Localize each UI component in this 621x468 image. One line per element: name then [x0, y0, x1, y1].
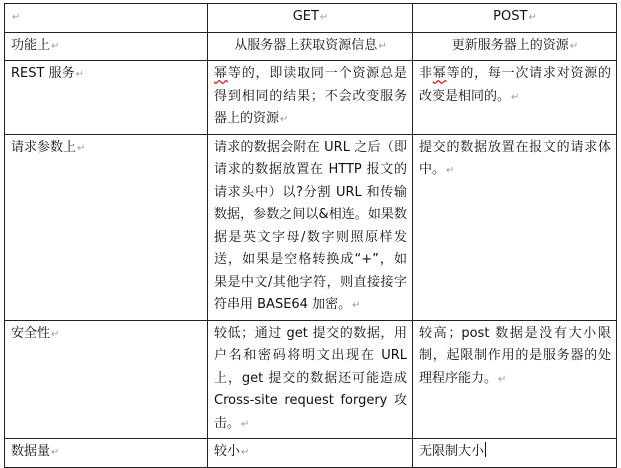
cell-get: 请求的数据会附在 URL 之后（即请求的数据放置在 HTTP 报文的请求头中）以?分割 URL 和传输数据，参数之间以&相连。如果数据是英文字母/数字则照原样发送，如果是空格转换成“+”，如果是中文/其他字符，则直接接字符串用 BASE64 加密。↵ — [208, 134, 413, 320]
table-row-rest — [5, 61, 617, 135]
cell-get: 较低；通过 get 提交的数据，用户名和密码将明文出现在 URL 上，get 提交的数据还可能造成 Cross-site request forgery 攻击。↵ — [208, 320, 413, 439]
header-cell-post: POST↵ — [413, 4, 617, 33]
cell-post: 较高；post 数据是没有大小限制，起限制作用的是服务器的处理程序能力。↵ — [413, 320, 617, 439]
row-label: 请求参数上↵ — [5, 134, 208, 320]
header-cell-get: GET↵ — [208, 4, 413, 33]
paragraph-mark: ↵ — [528, 12, 537, 23]
cell-post[interactable]: 无限制大小 — [413, 439, 617, 468]
row-label: REST 服务↵ — [5, 61, 208, 135]
paragraph-mark: ↵ — [319, 12, 329, 23]
header-row — [5, 4, 617, 33]
spellcheck-flagged-word: 幂 — [432, 66, 447, 81]
table-row-security — [5, 320, 617, 439]
cell-post: 提交的数据放置在报文的请求体中。↵ — [413, 134, 617, 320]
paragraph-mark: ↵ — [511, 91, 520, 103]
paragraph-mark: ↵ — [75, 69, 84, 80]
paragraph-mark: ↵ — [378, 40, 387, 52]
text-cursor — [485, 442, 486, 457]
paragraph-mark: ↵ — [446, 165, 455, 176]
table-row-data-size — [5, 439, 617, 468]
cell-get: 从服务器上获取资源信息↵ — [208, 32, 413, 61]
paragraph-mark: ↵ — [569, 40, 579, 52]
table-row-params — [5, 134, 617, 320]
row-label: 数据量↵ — [5, 439, 208, 468]
cell-get: 幂等的，即读取同一个资源总是得到相同的结果；不会改变服务器上的资源↵ — [208, 61, 413, 135]
paragraph-mark: ↵ — [352, 300, 361, 311]
comparison-table — [4, 3, 617, 468]
paragraph-mark: ↵ — [51, 447, 60, 458]
header-cell-empty — [5, 4, 208, 33]
paragraph-mark: ↵ — [498, 373, 507, 385]
paragraph-mark: ↵ — [51, 40, 60, 52]
paragraph-mark: ↵ — [280, 114, 289, 125]
cell-get: 较小↵ — [208, 439, 413, 468]
row-label: 安全性↵ — [5, 320, 208, 439]
cell-post: 更新服务器上的资源↵ — [413, 32, 617, 61]
paragraph-mark: ↵ — [241, 447, 250, 458]
paragraph-mark: ↵ — [77, 142, 86, 154]
paragraph-mark: ↵ — [51, 328, 60, 340]
paragraph-mark: ↵ — [241, 418, 250, 430]
spellcheck-flagged-word: 幂 — [214, 66, 228, 81]
row-label: 功能上↵ — [5, 32, 208, 61]
table-row-function — [5, 32, 617, 61]
paragraph-mark: ↵ — [12, 12, 21, 23]
cell-post: 非幂等的，每一次请求对资源的改变是相同的。↵ — [413, 61, 617, 135]
